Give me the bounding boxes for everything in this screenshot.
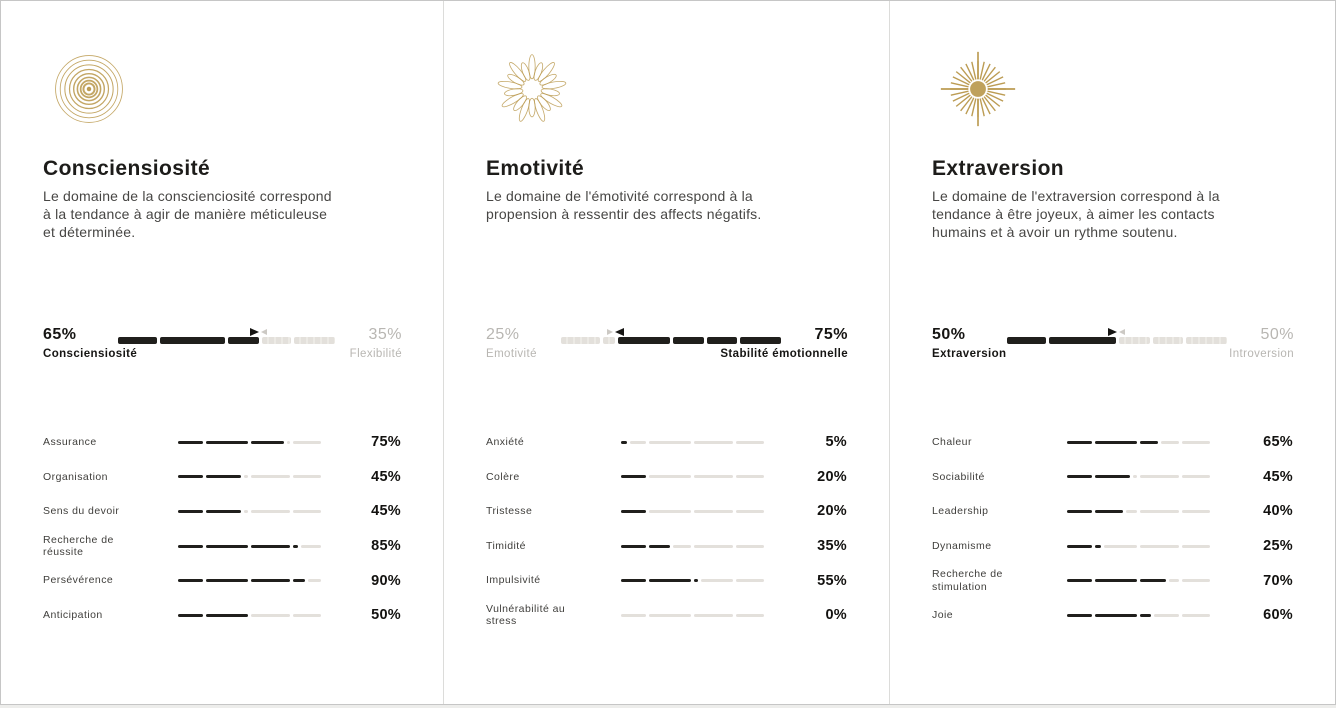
gauge-left-value: 65% xyxy=(43,326,77,343)
domain-title: Extraversion xyxy=(932,157,1065,180)
bar-segment-empty xyxy=(1186,337,1227,344)
bar-segment-filled xyxy=(1067,545,1092,548)
bar-segment-filled xyxy=(740,337,781,344)
bar-segment-empty xyxy=(649,614,691,617)
bar-segment-filled xyxy=(206,475,241,478)
bar-segment-empty xyxy=(701,579,733,582)
subtrait-value: 90% xyxy=(371,572,401,589)
subtrait-value: 70% xyxy=(1263,572,1293,589)
bar-segment-empty xyxy=(1133,475,1137,478)
subtrait-bar xyxy=(621,441,764,444)
domain-column-extraversion xyxy=(890,1,1335,704)
bar-segment-empty xyxy=(1153,337,1183,344)
subtrait-label: Assurance xyxy=(43,436,97,449)
subtrait-row xyxy=(43,598,401,633)
subtrait-row xyxy=(43,425,401,460)
bar-segment-filled xyxy=(649,579,691,582)
subtrait-label: Impulsivité xyxy=(486,574,541,587)
bar-segment-filled xyxy=(118,337,157,344)
bar-segment-empty xyxy=(694,441,733,444)
bar-segment-empty xyxy=(694,510,733,513)
bar-segment-empty xyxy=(649,441,691,444)
bar-segment-empty xyxy=(1140,475,1179,478)
bar-segment-empty xyxy=(1182,475,1210,478)
bar-segment-empty xyxy=(630,441,646,444)
subtrait-row xyxy=(932,494,1293,529)
subtrait-row xyxy=(486,460,847,495)
subtrait-row xyxy=(486,529,847,564)
bar-segment-empty xyxy=(694,614,733,617)
subtrait-bar xyxy=(178,475,321,478)
marker-arrow-left-icon xyxy=(615,328,624,336)
subtrait-label: Sens du devoir xyxy=(43,505,120,518)
score-marker xyxy=(1108,327,1125,336)
bar-segment-filled xyxy=(621,441,627,444)
bar-segment-empty xyxy=(736,579,764,582)
gauge-right-label: Stabilité émotionnelle xyxy=(720,348,848,360)
gauge-left-label: Extraversion xyxy=(932,348,1007,360)
subtrait-value: 45% xyxy=(1263,468,1293,485)
subtrait-value: 50% xyxy=(371,607,401,624)
bar-segment-empty xyxy=(308,579,321,582)
subtrait-label: Recherche de réussite xyxy=(43,533,114,559)
domain-gauge xyxy=(932,326,1294,366)
bar-segment-empty xyxy=(1182,441,1210,444)
subtrait-value: 85% xyxy=(371,538,401,555)
gauge-right-value: 35% xyxy=(368,326,402,343)
gauge-left-pole xyxy=(486,326,537,361)
domain-gauge xyxy=(486,326,848,366)
subtrait-row xyxy=(43,494,401,529)
subtrait-bar xyxy=(178,614,321,617)
bar-segment-empty xyxy=(293,475,321,478)
bar-segment-filled xyxy=(1067,441,1092,444)
subtrait-bar xyxy=(1067,579,1210,582)
bar-segment-filled xyxy=(206,510,241,513)
subtrait-list xyxy=(43,425,401,633)
gauge-right-label: Flexibilité xyxy=(349,348,402,360)
domain-description: Le domaine de l'émotivité correspond à la propension à ressentir des affects négatifs. xyxy=(486,188,762,222)
subtrait-bar xyxy=(178,510,321,513)
subtrait-label: Vulnérabilité au stress xyxy=(486,602,566,628)
subtrait-row xyxy=(932,460,1293,495)
bar-segment-filled xyxy=(1140,614,1151,617)
domain-column-consciensiosite xyxy=(1,1,444,704)
subtrait-label: Joie xyxy=(932,609,954,622)
bar-segment-filled xyxy=(621,545,646,548)
subtrait-bar xyxy=(1067,614,1210,617)
score-marker xyxy=(607,327,624,336)
subtrait-value: 0% xyxy=(825,607,847,624)
bar-segment-filled xyxy=(293,579,305,582)
gauge-left-value: 25% xyxy=(486,326,520,343)
bar-segment-empty xyxy=(293,510,321,513)
subtrait-bar xyxy=(1067,441,1210,444)
bar-segment-empty xyxy=(621,614,646,617)
subtrait-row xyxy=(43,460,401,495)
marker-arrow-left-icon xyxy=(1119,329,1125,335)
bar-segment-filled xyxy=(206,545,248,548)
subtrait-value: 35% xyxy=(817,538,847,555)
subtrait-label: Persévérence xyxy=(43,574,114,587)
subtrait-bar xyxy=(621,614,764,617)
bar-segment-empty xyxy=(736,510,764,513)
subtrait-value: 40% xyxy=(1263,503,1293,520)
bar-segment-empty xyxy=(293,614,321,617)
bar-segment-empty xyxy=(251,475,290,478)
subtrait-label: Chaleur xyxy=(932,436,972,449)
bar-segment-filled xyxy=(251,545,290,548)
marker-arrow-right-icon xyxy=(250,328,259,336)
subtrait-bar xyxy=(1067,510,1210,513)
bar-segment-filled xyxy=(1067,614,1092,617)
bar-segment-filled xyxy=(178,545,203,548)
subtrait-label: Organisation xyxy=(43,470,108,483)
bar-segment-filled xyxy=(1095,545,1101,548)
marker-arrow-right-icon xyxy=(607,329,613,335)
bar-segment-filled xyxy=(621,579,646,582)
bar-segment-filled xyxy=(178,441,203,444)
bar-segment-empty xyxy=(1182,545,1210,548)
gauge-right-label: Introversion xyxy=(1229,348,1294,360)
bar-segment-empty xyxy=(294,337,335,344)
subtrait-value: 55% xyxy=(817,572,847,589)
gauge-left-pole xyxy=(932,326,1006,361)
bar-segment-empty xyxy=(244,510,248,513)
marker-arrow-left-icon xyxy=(261,329,267,335)
subtrait-value: 20% xyxy=(817,503,847,520)
subtrait-row xyxy=(486,598,847,633)
bar-segment-filled xyxy=(707,337,737,344)
subtrait-label: Timidité xyxy=(486,539,526,552)
bar-segment-empty xyxy=(649,510,691,513)
subtrait-bar xyxy=(178,579,321,582)
bar-segment-filled xyxy=(1049,337,1115,344)
bar-segment-filled xyxy=(178,614,203,617)
bar-segment-filled xyxy=(228,337,259,344)
bar-segment-empty xyxy=(736,614,764,617)
bar-segment-empty xyxy=(301,545,321,548)
subtrait-value: 25% xyxy=(1263,538,1293,555)
subtrait-label: Sociabilité xyxy=(932,470,985,483)
bar-segment-empty xyxy=(293,441,321,444)
bar-segment-empty xyxy=(1140,545,1179,548)
subtrait-value: 65% xyxy=(1263,434,1293,451)
subtrait-list xyxy=(486,425,847,633)
gauge-right-pole xyxy=(1229,326,1294,361)
bar-segment-empty xyxy=(287,441,290,444)
subtrait-label: Colère xyxy=(486,470,520,483)
subtrait-value: 45% xyxy=(371,503,401,520)
subtrait-bar xyxy=(1067,545,1210,548)
subtrait-row xyxy=(932,529,1293,564)
subtrait-bar xyxy=(1067,475,1210,478)
bar-segment-empty xyxy=(736,441,764,444)
bar-segment-filled xyxy=(694,579,698,582)
bar-segment-empty xyxy=(1182,614,1210,617)
bar-segment-empty xyxy=(1161,441,1179,444)
bar-segment-empty xyxy=(1154,614,1179,617)
subtrait-bar xyxy=(178,441,321,444)
subtrait-row xyxy=(932,598,1293,633)
bar-segment-filled xyxy=(1095,579,1137,582)
domain-gauge-bar xyxy=(561,337,781,344)
bar-segment-filled xyxy=(178,510,203,513)
subtrait-bar xyxy=(621,510,764,513)
subtrait-row xyxy=(486,563,847,598)
subtrait-label: Tristesse xyxy=(486,505,533,518)
subtrait-value: 75% xyxy=(371,434,401,451)
bar-segment-empty xyxy=(1119,337,1150,344)
bar-segment-filled xyxy=(1095,475,1130,478)
subtrait-bar xyxy=(621,475,764,478)
bar-segment-empty xyxy=(1126,510,1137,513)
bar-segment-empty xyxy=(251,614,290,617)
bar-segment-empty xyxy=(694,545,733,548)
subtrait-label: Dynamisme xyxy=(932,539,992,552)
subtrait-label: Recherche de stimulation xyxy=(932,568,1003,593)
bar-segment-empty xyxy=(244,475,248,478)
concentric-circles-icon xyxy=(47,47,131,131)
bar-segment-filled xyxy=(1140,579,1166,582)
bar-segment-empty xyxy=(736,475,764,478)
bar-segment-filled xyxy=(1067,579,1092,582)
bar-segment-filled xyxy=(1140,441,1158,444)
bar-segment-filled xyxy=(1067,475,1092,478)
bar-segment-filled xyxy=(206,614,248,617)
bar-segment-filled xyxy=(618,337,670,344)
domain-column-emotivite xyxy=(444,1,890,704)
bar-segment-empty xyxy=(649,475,691,478)
bar-segment-filled xyxy=(621,475,646,478)
domain-title: Consciensiosité xyxy=(43,157,211,180)
domain-title: Emotivité xyxy=(486,157,585,180)
subtrait-value: 45% xyxy=(371,468,401,485)
bar-segment-filled xyxy=(251,579,290,582)
bar-segment-filled xyxy=(1095,510,1123,513)
bar-segment-empty xyxy=(251,510,290,513)
subtrait-bar xyxy=(621,579,764,582)
bar-segment-filled xyxy=(160,337,225,344)
bar-segment-empty xyxy=(736,545,764,548)
bar-segment-filled xyxy=(178,475,203,478)
subtrait-value: 5% xyxy=(825,434,847,451)
bar-segment-empty xyxy=(561,337,600,344)
bar-segment-filled xyxy=(206,441,248,444)
bar-segment-filled xyxy=(1067,510,1092,513)
bar-segment-filled xyxy=(293,545,298,548)
bar-segment-filled xyxy=(251,441,284,444)
subtrait-bar xyxy=(621,545,764,548)
subtrait-row xyxy=(43,563,401,598)
petal-burst-icon xyxy=(490,47,574,131)
gauge-right-value: 50% xyxy=(1260,326,1294,343)
bar-segment-filled xyxy=(1095,441,1137,444)
gauge-left-label: Consciensiosité xyxy=(43,348,138,360)
bar-segment-empty xyxy=(673,545,691,548)
domain-description: Le domaine de l'extraversion correspond à la tendance à être joyeux, à aimer les contacts humains et à avoir un rythme soutenu. xyxy=(932,188,1220,240)
bar-segment-filled xyxy=(621,510,646,513)
bar-segment-filled xyxy=(1007,337,1046,344)
subtrait-label: Leadership xyxy=(932,505,989,518)
subtrait-value: 20% xyxy=(817,468,847,485)
subtrait-row xyxy=(932,425,1293,460)
bar-segment-empty xyxy=(1104,545,1137,548)
bar-segment-filled xyxy=(178,579,203,582)
bar-segment-empty xyxy=(603,337,614,344)
gauge-right-pole xyxy=(350,326,402,361)
bar-segment-empty xyxy=(1182,579,1210,582)
domain-description: Le domaine de la conscienciosité correspond à la tendance à agir de manière méticuleuse et déterminée. xyxy=(43,188,332,240)
bar-segment-filled xyxy=(206,579,248,582)
gauge-right-value: 75% xyxy=(814,326,848,343)
domain-gauge-bar xyxy=(118,337,335,344)
domain-gauge-bar xyxy=(1007,337,1227,344)
subtrait-row xyxy=(486,494,847,529)
subtrait-row xyxy=(43,529,401,564)
subtrait-list xyxy=(932,425,1293,633)
subtrait-value: 60% xyxy=(1263,607,1293,624)
subtrait-label: Anticipation xyxy=(43,609,103,622)
subtrait-bar xyxy=(178,545,321,548)
domain-gauge xyxy=(43,326,402,366)
bar-segment-empty xyxy=(1169,579,1180,582)
subtrait-row xyxy=(932,563,1293,598)
subtrait-label: Anxiété xyxy=(486,436,525,449)
score-marker xyxy=(250,327,267,336)
bar-segment-filled xyxy=(673,337,704,344)
bar-segment-empty xyxy=(694,475,733,478)
ray-burst-icon xyxy=(936,47,1020,131)
subtrait-row xyxy=(486,425,847,460)
gauge-left-value: 50% xyxy=(932,326,966,343)
bar-segment-empty xyxy=(262,337,292,344)
gauge-left-label: Emotivité xyxy=(486,348,537,360)
bar-segment-filled xyxy=(649,545,670,548)
marker-arrow-right-icon xyxy=(1108,328,1117,336)
bar-segment-empty xyxy=(1140,510,1179,513)
bar-segment-filled xyxy=(1095,614,1137,617)
bar-segment-empty xyxy=(1182,510,1210,513)
